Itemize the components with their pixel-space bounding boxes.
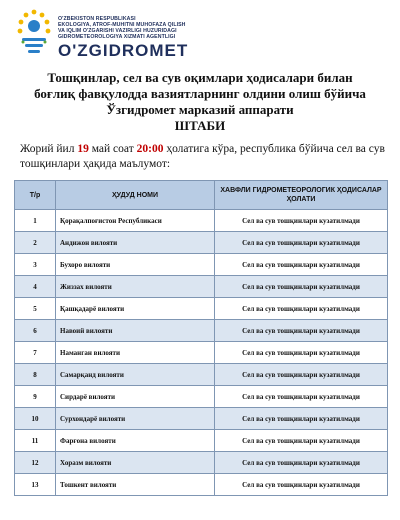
intro-text-2: май соат: [88, 143, 137, 155]
row-region: Бухоро вилояти: [56, 254, 215, 276]
row-region: Сурхондарё вилояти: [56, 408, 215, 430]
table-row: [15, 342, 388, 364]
uzgidromet-logo-icon: [14, 6, 54, 62]
row-region: Самарқанд вилояти: [56, 364, 215, 386]
row-status: Сел ва сув тошқинлари кузатилмади: [215, 474, 388, 496]
table-row: [15, 276, 388, 298]
row-number: 6: [15, 320, 56, 342]
row-status: Сел ва сув тошқинлари кузатилмади: [215, 232, 388, 254]
row-status: Сел ва сув тошқинлари кузатилмади: [215, 408, 388, 430]
row-number: 2: [15, 232, 56, 254]
header: [0, 0, 400, 68]
intro-paragraph: [20, 142, 386, 172]
brand-name: O'ZGIDROMET: [58, 41, 189, 60]
header-region: ҲУДУД НОМИ: [56, 181, 215, 210]
org-line-3: VA IQLIM O'ZGARISHI VAZIRLIGI HUZURIDAGI: [58, 28, 177, 34]
row-status: Сел ва сув тошқинлари кузатилмади: [215, 276, 388, 298]
header-status: ХАВФЛИ ГИДРОМЕТЕОРОЛОГИК ҲОДИСАЛАР ҲОЛАТИ: [215, 181, 388, 210]
row-number: 4: [15, 276, 56, 298]
row-region: Фарғона вилояти: [56, 430, 215, 452]
row-number: 13: [15, 474, 56, 496]
document-title: [0, 70, 400, 134]
row-region: Тошкент вилояти: [56, 474, 215, 496]
row-status: Сел ва сув тошқинлари кузатилмади: [215, 298, 388, 320]
row-number: 11: [15, 430, 56, 452]
row-number: 7: [15, 342, 56, 364]
row-region: Андижон вилояти: [56, 232, 215, 254]
title-line-4: ШТАБИ: [174, 118, 226, 133]
intro-text-3: ҳолатига кўра, республика бўйича сел ва сув тошқинлари ҳақида маълумот:: [20, 143, 385, 170]
row-status: Сел ва сув тошқинлари кузатилмади: [215, 430, 388, 452]
table-row: [15, 254, 388, 276]
table-row: [15, 408, 388, 430]
row-region: Навоий вилояти: [56, 320, 215, 342]
row-status: Сел ва сув тошқинлари кузатилмади: [215, 210, 388, 232]
row-number: 12: [15, 452, 56, 474]
row-number: 3: [15, 254, 56, 276]
title-line-2: боғлиқ фавқулодда вазиятларнинг олдини олиш бўйича: [34, 86, 366, 101]
table-row: [15, 452, 388, 474]
row-status: Сел ва сув тошқинлари кузатилмади: [215, 386, 388, 408]
table-row: [15, 386, 388, 408]
row-number: 8: [15, 364, 56, 386]
row-status: Сел ва сув тошқинлари кузатилмади: [215, 320, 388, 342]
org-line-4: GIDROMETEOROLOGIYA XIZMATI AGENTLIGI: [58, 34, 176, 40]
title-line-3: Ўзгидромет марказий аппарати: [106, 102, 294, 117]
report-date: 19: [77, 143, 89, 155]
row-status: Сел ва сув тошқинлари кузатилмади: [215, 452, 388, 474]
row-number: 1: [15, 210, 56, 232]
row-region: Қорақалпоғистон Республикаси: [56, 210, 215, 232]
row-number: 10: [15, 408, 56, 430]
row-region: Хоразм вилояти: [56, 452, 215, 474]
row-region: Наманган вилояти: [56, 342, 215, 364]
table-row: [15, 430, 388, 452]
header-number: Т/р: [15, 181, 56, 210]
row-region: Сирдарё вилояти: [56, 386, 215, 408]
row-region: Қашқадарё вилояти: [56, 298, 215, 320]
table-row: [15, 320, 388, 342]
table-row: [15, 232, 388, 254]
intro-text-1: Жорий йил: [20, 143, 78, 155]
table-header-row: [15, 181, 388, 210]
organization-block: [58, 16, 188, 60]
report-time: 20:00: [136, 143, 164, 155]
table-row: [15, 210, 388, 232]
table-row: [15, 298, 388, 320]
table-row: [15, 474, 388, 496]
title-line-1: Тошқинлар, сел ва сув оқимлари ҳодисалари билан: [47, 70, 353, 85]
table-row: [15, 364, 388, 386]
org-line-1: O'ZBEKISTON RESPUBLIKASI: [58, 16, 136, 22]
row-number: 5: [15, 298, 56, 320]
row-status: Сел ва сув тошқинлари кузатилмади: [215, 364, 388, 386]
row-number: 9: [15, 386, 56, 408]
flood-status-table: [14, 180, 388, 496]
org-line-2: EKOLOGIYA, ATROF-MUHITNI MUHOFAZA QILISH: [58, 22, 186, 28]
row-status: Сел ва сув тошқинлари кузатилмади: [215, 342, 388, 364]
row-status: Сел ва сув тошқинлари кузатилмади: [215, 254, 388, 276]
row-region: Жиззах вилояти: [56, 276, 215, 298]
